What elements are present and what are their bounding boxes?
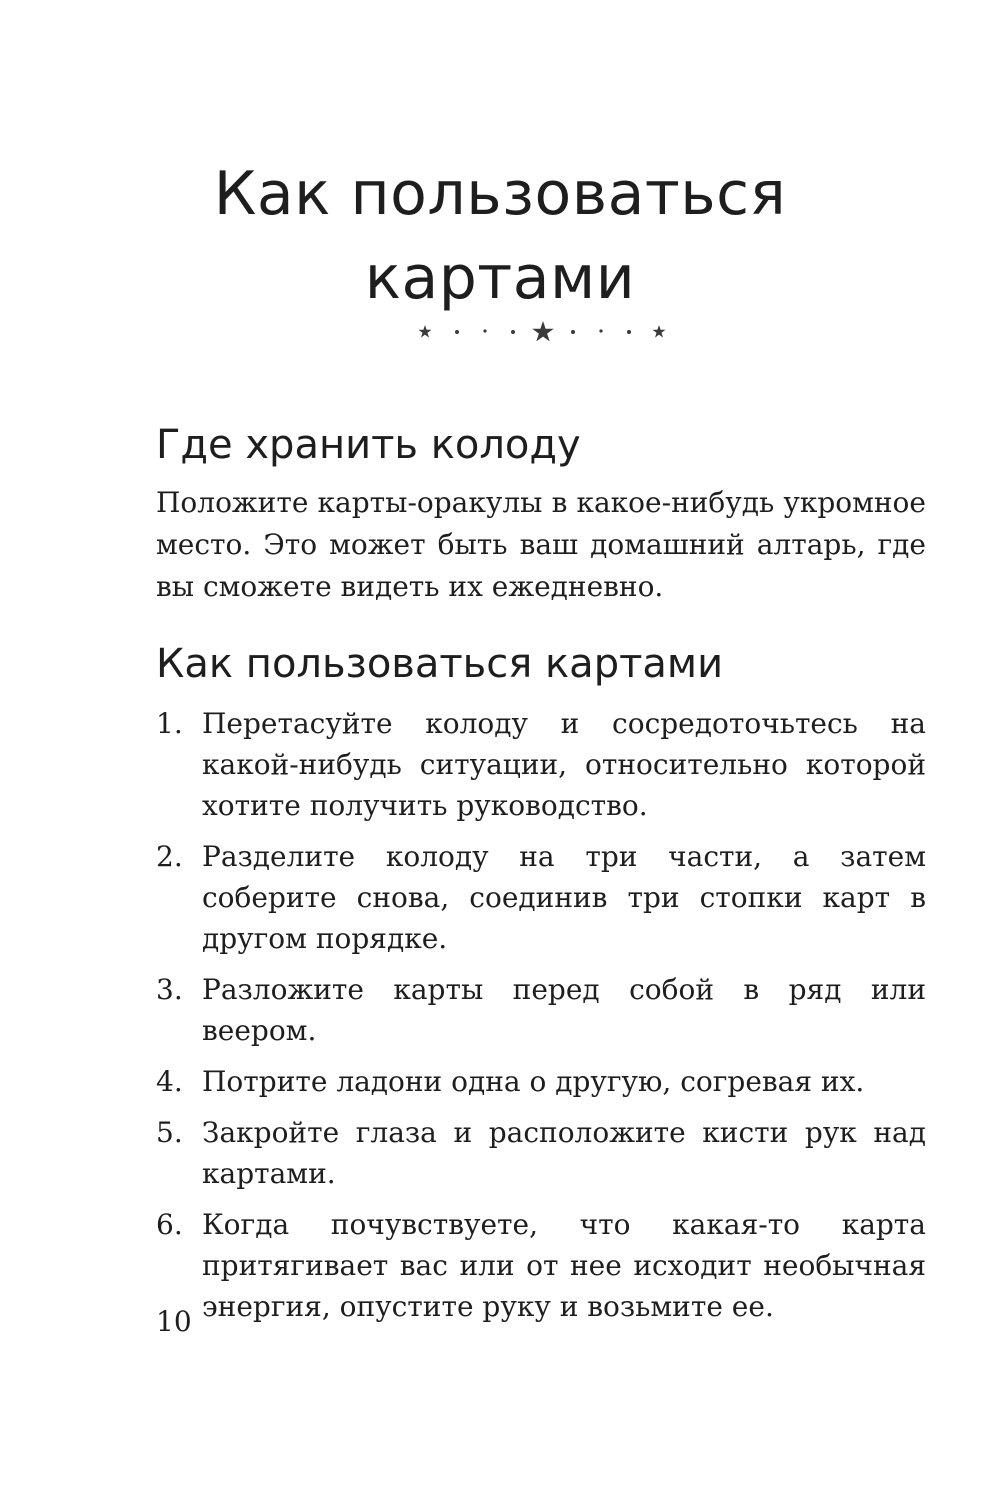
list-item xyxy=(156,836,926,959)
step-number: 6. xyxy=(156,1208,183,1241)
step-number: 2. xyxy=(156,840,183,873)
step-text: Потрите ладони одна о другую, согревая их. xyxy=(202,1065,865,1098)
step-number: 5. xyxy=(156,1116,183,1149)
list-item xyxy=(156,1061,926,1102)
page-title xyxy=(0,152,1000,320)
page-number: 10 xyxy=(156,1305,192,1338)
step-text: Закройте глаза и расположите кисти рук над картами. xyxy=(202,1116,926,1190)
dot-icon xyxy=(571,330,575,334)
dot-icon xyxy=(455,330,459,334)
store-deck-paragraph: Положите карты-оракулы в какое-нибудь укромное место. Это может быть ваш домашний алтарь, где вы сможете видеть их ежедневно. xyxy=(156,486,926,603)
dot-icon xyxy=(627,330,631,334)
list-item xyxy=(156,1204,926,1327)
page-title-line-1: Как пользоваться xyxy=(213,159,787,229)
section-heading-store-deck: Где хранить колоду xyxy=(156,422,581,468)
step-text: Когда почувствуете, что какая-то карта притягивает вас или от нее исходит необычная энергия, опустите руку и возьмите ее. xyxy=(202,1208,926,1323)
dot-icon xyxy=(483,329,486,332)
step-number: 3. xyxy=(156,973,183,1006)
list-item xyxy=(156,969,926,1051)
instruction-steps-list xyxy=(156,703,926,1337)
step-number: 1. xyxy=(156,707,183,740)
list-item xyxy=(156,703,926,826)
page-title-line-2: картами xyxy=(364,243,636,313)
small-star-icon xyxy=(419,325,432,338)
large-star-icon xyxy=(532,321,554,341)
small-star-icon xyxy=(653,325,666,338)
step-number: 4. xyxy=(156,1065,183,1098)
step-text: Перетасуйте колоду и сосредоточьтесь на какой-нибудь ситуации, относительно которой хотите получить руководство. xyxy=(202,707,926,822)
step-text: Разложите карты перед собой в ряд или веером. xyxy=(202,973,926,1047)
step-text: Разделите колоду на три части, а затем соберите снова, соединив три стопки карт в другом порядке. xyxy=(202,840,926,955)
list-item xyxy=(156,1112,926,1194)
dot-icon xyxy=(511,330,515,334)
dot-icon xyxy=(599,329,602,332)
star-dots-divider-icon xyxy=(410,318,670,344)
section-heading-use-cards: Как пользоваться картами xyxy=(156,641,724,687)
